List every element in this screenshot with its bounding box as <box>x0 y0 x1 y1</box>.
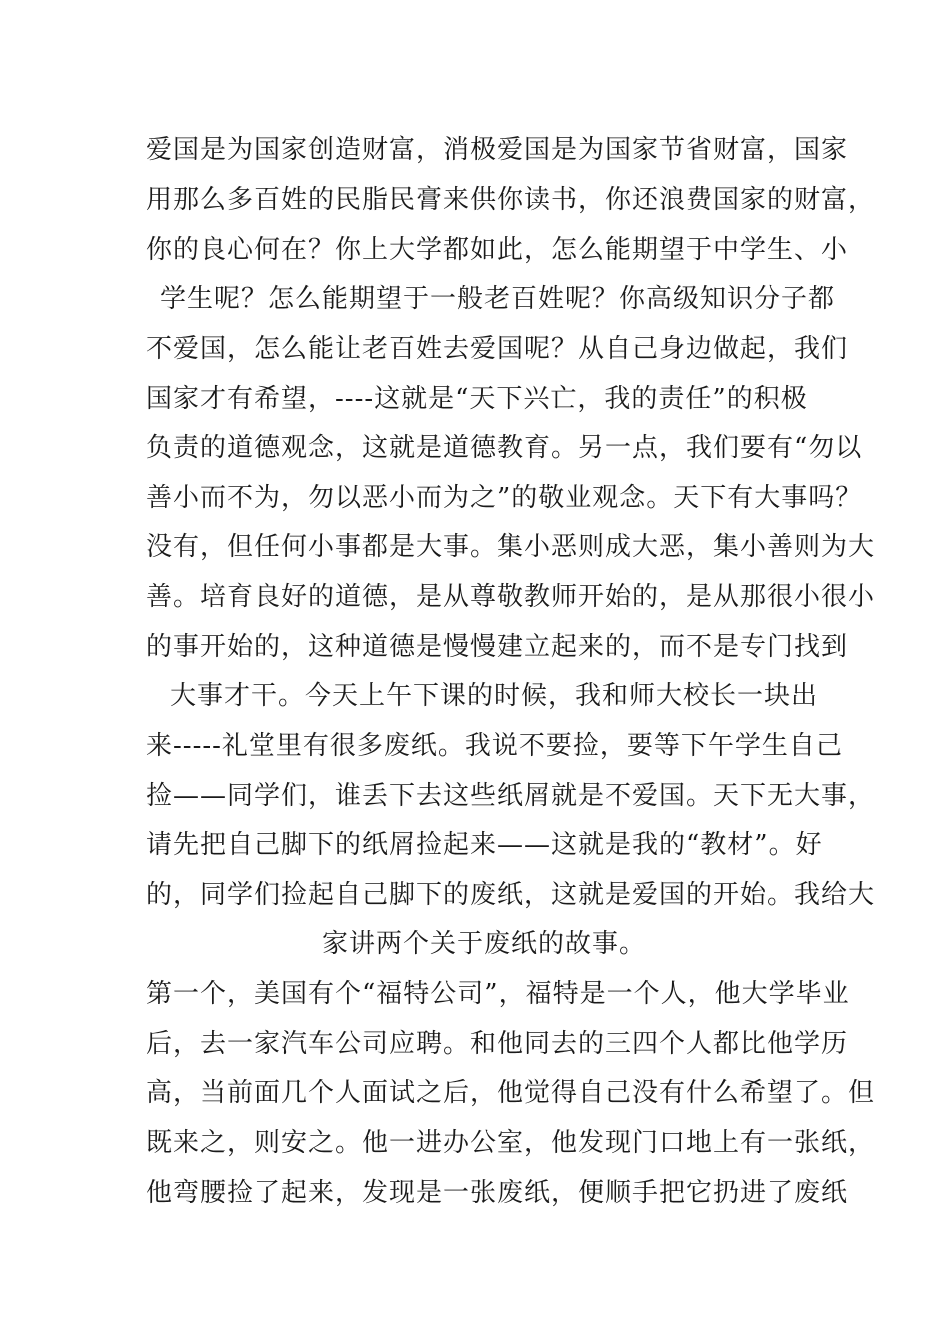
text-line: 不爱国，怎么能让老百姓去爱国呢？从自己身边做起，我们 <box>146 334 849 364</box>
text-line: 用那么多百姓的民脂民膏来供你读书，你还浪费国家的财富， <box>146 185 876 215</box>
text-line: 爱国是为国家创造财富，消极爱国是为国家节省财富，国家 <box>146 135 849 165</box>
text-line: 国家才有希望，----这就是“天下兴亡，我的责任”的积极 <box>146 384 808 414</box>
text-line: 大事才干。今天上午下课的时候，我和师大校长一块出 <box>170 681 819 711</box>
text-line: 家讲两个关于废纸的故事。 <box>322 929 647 959</box>
text-line: 请先把自己脚下的纸屑捡起来——这就是我的“教材”。好 <box>146 830 823 860</box>
text-line: 既来之，则安之。他一进办公室，他发现门口地上有一张纸， <box>146 1128 876 1158</box>
text-line: 善。培育良好的道德，是从尊敬教师开始的，是从那很小很小 <box>146 582 876 612</box>
text-line: 来-----礼堂里有很多废纸。我说不要捡，要等下午学生自己 <box>146 731 843 761</box>
text-line: 的，同学们捡起自己脚下的废纸，这就是爱国的开始。我给大 <box>146 880 876 910</box>
text-line: 高，当前面几个人面试之后，他觉得自己没有什么希望了。但 <box>146 1078 876 1108</box>
text-line: 没有，但任何小事都是大事。集小恶则成大恶，集小善则为大 <box>146 532 876 562</box>
text-line: 学生呢？怎么能期望于一般老百姓呢？你高级知识分子都 <box>160 284 836 314</box>
text-line: 负责的道德观念，这就是道德教育。另一点，我们要有“勿以 <box>146 433 863 463</box>
text-line: 后，去一家汽车公司应聘。和他同去的三四个人都比他学历 <box>146 1029 849 1059</box>
text-line: 他弯腰捡了起来，发现是一张废纸，便顺手把它扔进了废纸 <box>146 1178 849 1208</box>
text-line: 善小而不为，勿以恶小而为之”的敬业观念。天下有大事吗？ <box>146 483 863 513</box>
text-line: 你的良心何在？你上大学都如此，怎么能期望于中学生、小 <box>146 235 849 265</box>
text-line: 第一个，美国有个“福特公司”，福特是一个人，他大学毕业 <box>146 979 850 1009</box>
text-line: 的事开始的，这种道德是慢慢建立起来的，而不是专门找到 <box>146 632 849 662</box>
text-line: 捡——同学们，谁丢下去这些纸屑就是不爱国。天下无大事， <box>146 781 876 811</box>
